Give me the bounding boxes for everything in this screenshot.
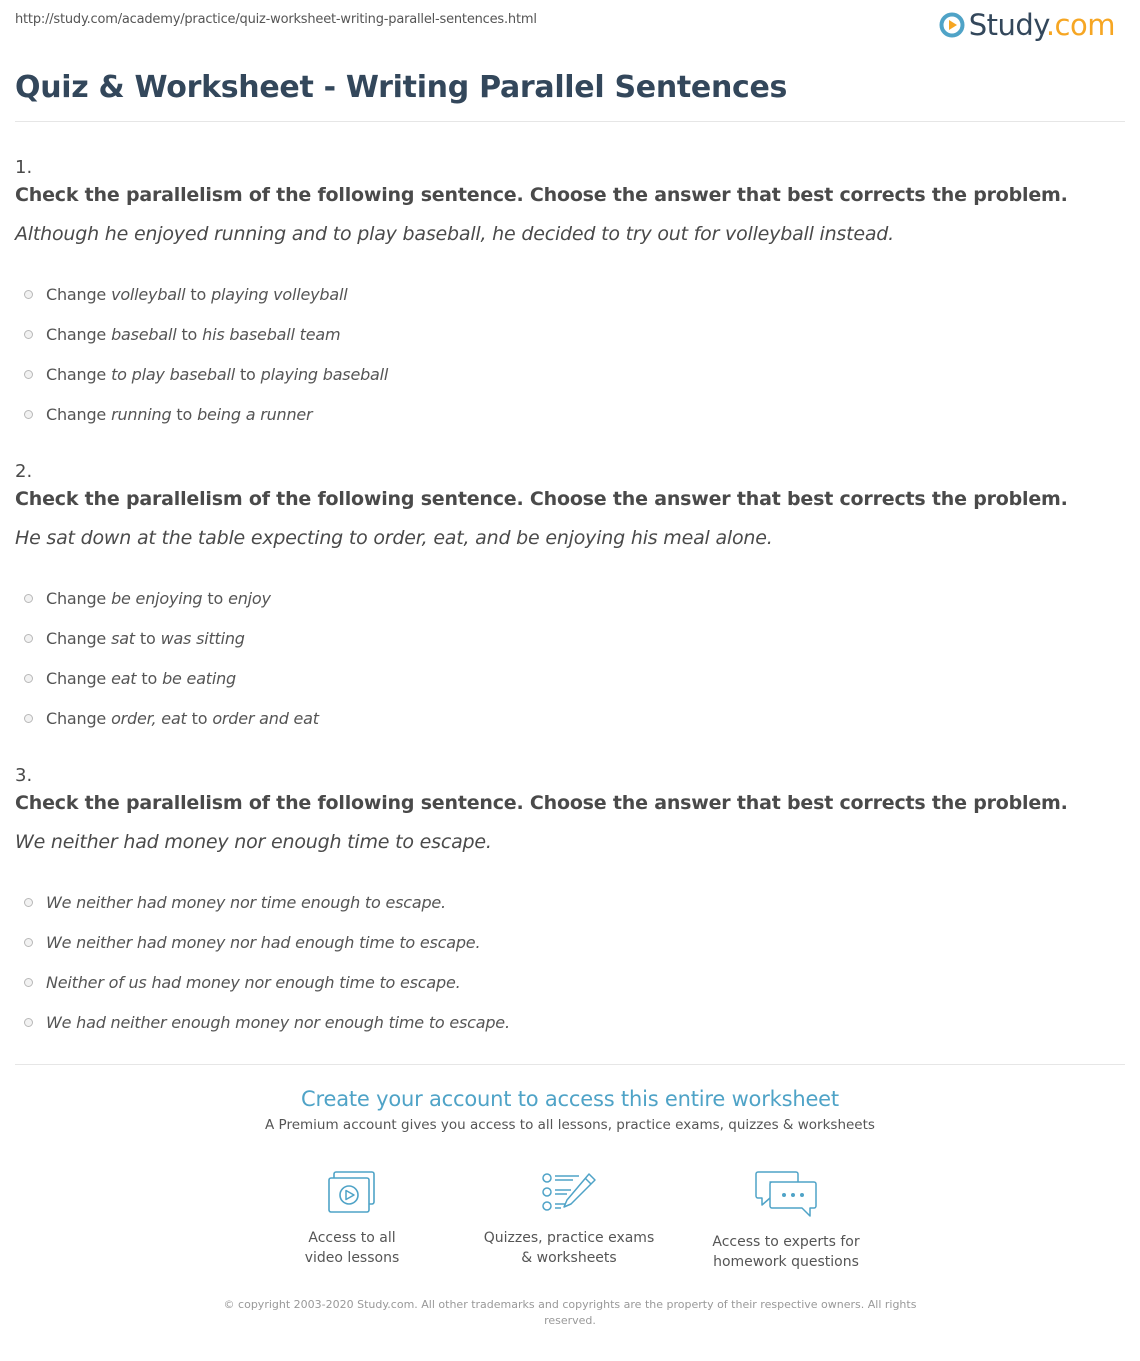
radio-button[interactable]	[24, 898, 33, 907]
feature-quizzes	[469, 1170, 669, 1268]
question-prompt: Check the parallelism of the following sentence. Choose the answer that best corrects the problem.	[15, 488, 1068, 510]
radio-button[interactable]	[24, 674, 33, 683]
answer-option[interactable]	[15, 1002, 1125, 1042]
answer-text: Change baseball to his baseball team	[46, 324, 341, 344]
answer-option[interactable]	[15, 698, 1125, 738]
question-number: 1.	[15, 157, 33, 178]
question-number: 3.	[15, 765, 33, 786]
answer-list	[15, 578, 1125, 738]
feature-video-lessons	[252, 1170, 452, 1268]
answer-option[interactable]	[15, 354, 1125, 394]
logo-text: Study.com	[968, 8, 1115, 42]
video-lessons-icon	[326, 1170, 378, 1216]
answer-option[interactable]	[15, 882, 1125, 922]
question-3	[15, 764, 1125, 1042]
answer-option[interactable]	[15, 922, 1125, 962]
radio-button[interactable]	[24, 410, 33, 419]
radio-button[interactable]	[24, 634, 33, 643]
answer-text: Change be enjoying to enjoy	[46, 588, 271, 608]
radio-button[interactable]	[24, 714, 33, 723]
promo-subtitle: A Premium account gives you access to all lessons, practice exams, quizzes & worksheets	[265, 1117, 875, 1133]
feature-experts	[686, 1170, 886, 1272]
radio-button[interactable]	[24, 330, 33, 339]
create-account-link[interactable]: Create your account to access this entire worksheet	[301, 1087, 839, 1111]
feature-label: Access to experts for homework questions	[712, 1234, 860, 1270]
answer-text: Change eat to be eating	[46, 668, 237, 688]
answer-text: We neither had money nor had enough time to escape.	[46, 932, 481, 952]
question-prompt: Check the parallelism of the following sentence. Choose the answer that best corrects the problem.	[15, 184, 1068, 206]
question-1	[15, 156, 1125, 434]
answer-text: Change sat to was sitting	[46, 628, 245, 648]
chat-bubbles-icon	[754, 1170, 818, 1220]
answer-option[interactable]	[15, 618, 1125, 658]
page-title: Quiz & Worksheet - Writing Parallel Sentences	[15, 70, 788, 105]
page-url: http://study.com/academy/practice/quiz-worksheet-writing-parallel-sentences.html	[15, 12, 537, 27]
answer-option[interactable]	[15, 394, 1125, 434]
quiz-checklist-icon	[541, 1170, 597, 1216]
answer-text: Change running to being a runner	[46, 404, 313, 424]
copyright-notice: © copyright 2003-2020 Study.com. All other trademarks and copyrights are the property of their respective owners. All rights reserved.	[223, 1298, 917, 1327]
question-sentence: We neither had money nor enough time to escape.	[15, 831, 492, 853]
radio-button[interactable]	[24, 594, 33, 603]
radio-button[interactable]	[24, 938, 33, 947]
play-circle-icon	[939, 12, 965, 38]
title-divider	[15, 121, 1125, 122]
answer-option[interactable]	[15, 962, 1125, 1002]
answer-list	[15, 882, 1125, 1042]
answer-option[interactable]	[15, 274, 1125, 314]
answer-text: We had neither enough money nor enough time to escape.	[46, 1012, 510, 1032]
answer-option[interactable]	[15, 658, 1125, 698]
top-bar	[0, 0, 1140, 50]
question-sentence: He sat down at the table expecting to order, eat, and be enjoying his meal alone.	[15, 527, 773, 549]
answer-list	[15, 274, 1125, 434]
question-2	[15, 460, 1125, 738]
study-logo[interactable]	[939, 6, 1115, 44]
question-number: 2.	[15, 461, 33, 482]
answer-option[interactable]	[15, 578, 1125, 618]
answer-text: Change to play baseball to playing baseball	[46, 364, 389, 384]
feature-label: Quizzes, practice exams & worksheets	[483, 1230, 655, 1266]
radio-button[interactable]	[24, 290, 33, 299]
promo-divider	[15, 1064, 1125, 1065]
radio-button[interactable]	[24, 1018, 33, 1027]
radio-button[interactable]	[24, 978, 33, 987]
answer-text: Neither of us had money nor enough time to escape.	[46, 972, 461, 992]
question-prompt: Check the parallelism of the following sentence. Choose the answer that best corrects the problem.	[15, 792, 1068, 814]
question-sentence: Although he enjoyed running and to play baseball, he decided to try out for volleyball instead.	[15, 223, 895, 245]
answer-option[interactable]	[15, 314, 1125, 354]
answer-text: Change order, eat to order and eat	[46, 708, 319, 728]
answer-text: We neither had money nor time enough to escape.	[46, 892, 446, 912]
feature-label: Access to all video lessons	[304, 1230, 400, 1266]
radio-button[interactable]	[24, 370, 33, 379]
answer-text: Change volleyball to playing volleyball	[46, 284, 348, 304]
